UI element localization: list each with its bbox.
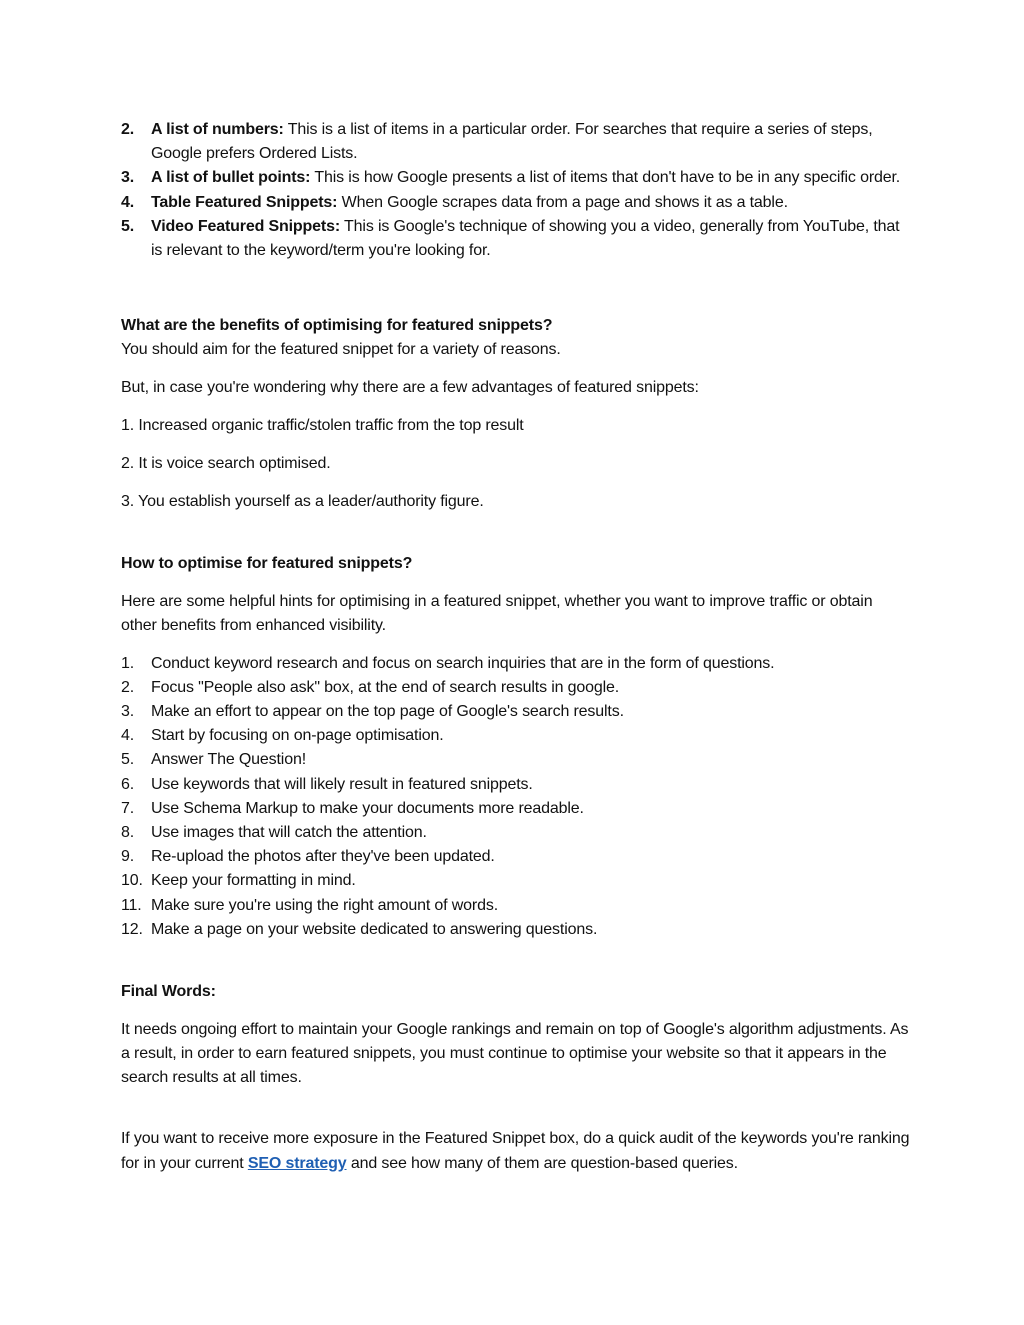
list-text: When Google scrapes data from a page and shows it as a table. (337, 193, 788, 211)
benefits-lead: But, in case you're wondering why there are a few advantages of featured snippets: (121, 379, 699, 397)
list-item (121, 724, 911, 748)
list-item (121, 918, 911, 942)
list-text: Use images that will catch the attention. (151, 824, 427, 842)
list-term: A list of bullet points: (151, 169, 311, 187)
list-text: Focus "People also ask" box, at the end of search results in google. (151, 678, 620, 696)
list-number: 1. (121, 654, 135, 672)
list-number: 2. (121, 121, 135, 138)
benefit-item: 2. It is voice search optimised. (121, 454, 331, 472)
benefit-item: 1. Increased organic traffic/stolen traffic from the top result (121, 417, 524, 435)
list-text: Make an effort to appear on the top page of Google's search results. (151, 703, 624, 721)
list-term: Video Featured Snippets: (151, 217, 341, 235)
list-number: 4. (121, 193, 135, 211)
list-number: 2. (121, 678, 135, 696)
list-text: Conduct keyword research and focus on search inquiries that are in the form of questions. (151, 654, 775, 672)
list-number: 9. (121, 848, 135, 866)
optimise-intro: Here are some helpful hints for optimising in a featured snippet, whether you want to improve traffic or obtain other benefits from enhanced visibility. (121, 592, 873, 634)
list-item (121, 166, 911, 190)
list-text: Keep your formatting in mind. (151, 872, 356, 890)
final-cta-paragraph (121, 1127, 911, 1175)
list-text: Answer The Question! (151, 751, 307, 769)
list-number: 5. (121, 217, 135, 235)
list-item (121, 821, 911, 845)
list-item (121, 652, 911, 676)
list-item (121, 845, 911, 869)
list-text: Re-upload the photos after they've been updated. (151, 848, 495, 866)
snippet-types-list (121, 118, 911, 263)
list-text: This is how Google presents a list of items that don't have to be in any specific order. (310, 169, 901, 187)
list-item (121, 118, 911, 166)
list-item (121, 797, 911, 821)
document-page (121, 118, 911, 1176)
optimise-steps-list (121, 652, 911, 942)
list-term: Table Featured Snippets: (151, 193, 338, 211)
list-item (121, 700, 911, 724)
list-item (121, 894, 911, 918)
final-paragraph: It needs ongoing effort to maintain your Google rankings and remain on top of Google's algorithm adjustments. As a result, in order to earn featured snippets, you must continue to optimise your website so that it appears in the search results at all times. (121, 1020, 909, 1087)
cta-text-after: and see how many of them are question-based queries. (346, 1154, 738, 1172)
list-item (121, 748, 911, 772)
list-text: Use Schema Markup to make your documents more readable. (151, 799, 584, 817)
list-text: Use keywords that will likely result in featured snippets. (151, 775, 533, 793)
list-item (121, 869, 911, 893)
list-number: 3. (121, 169, 135, 187)
list-number: 11. (121, 896, 142, 914)
list-term: A list of numbers: (151, 121, 284, 138)
list-text: This is Google's technique of showing you a video, generally from YouTube, that is relevant to the keyword/term you're looking for. (151, 217, 900, 260)
benefits-heading: What are the benefits of optimising for featured snippets? (121, 317, 553, 335)
list-item (121, 215, 911, 263)
list-item (121, 773, 911, 797)
list-text: This is a list of items in a particular order. For searches that require a series of steps, Google prefers Ordered Lists. (151, 121, 873, 163)
list-text: Make a page on your website dedicated to answering questions. (151, 920, 598, 938)
list-number: 8. (121, 824, 135, 842)
benefit-item: 3. You establish yourself as a leader/authority figure. (121, 492, 484, 510)
list-number: 5. (121, 751, 135, 769)
list-text: Make sure you're using the right amount of words. (151, 896, 498, 914)
seo-strategy-link[interactable]: SEO strategy (247, 1154, 347, 1172)
list-item (121, 191, 911, 215)
list-text: Start by focusing on on-page optimisation. (151, 727, 444, 745)
list-number: 4. (121, 727, 135, 745)
list-number: 6. (121, 775, 135, 793)
list-number: 12. (121, 920, 143, 938)
final-heading: Final Words: (121, 983, 216, 1001)
benefits-intro: You should aim for the featured snippet for a variety of reasons. (121, 341, 561, 359)
list-item (121, 676, 911, 700)
list-number: 3. (121, 703, 135, 721)
list-number: 7. (121, 799, 135, 817)
optimise-heading: How to optimise for featured snippets? (121, 554, 413, 572)
list-number: 10. (121, 872, 143, 890)
cta-text-before: If you want to receive more exposure in the Featured Snippet box, do a quick audit of the keywords you're ranking for in your current (121, 1130, 910, 1172)
